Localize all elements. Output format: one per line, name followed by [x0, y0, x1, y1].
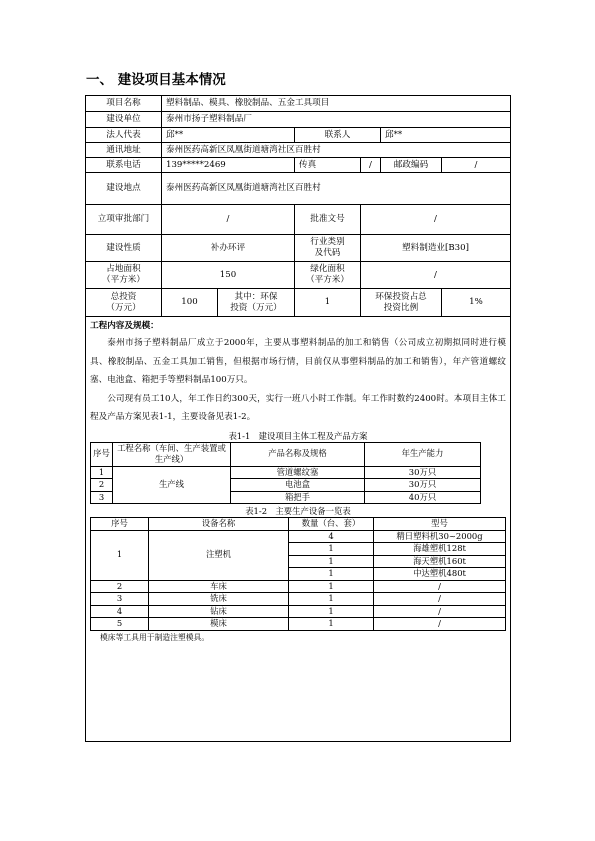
approval-dept-label: 立项审批部门 [86, 205, 162, 235]
legal-rep-value: 邱** [162, 128, 295, 143]
invest-label [86, 289, 162, 317]
env-invest-label [218, 289, 295, 317]
phone-value: 139*****2469 [162, 158, 295, 173]
green-value: / [361, 262, 511, 289]
content-title: 工程内容及规模： [90, 321, 159, 331]
area-label-line1: 占地面积 [106, 264, 141, 274]
t1-row1-no: 1 [91, 466, 113, 479]
t1-row1-capacity: 30万只 [365, 466, 481, 479]
area-label-line2: （平方米） [102, 275, 145, 285]
site-label: 建设地点 [86, 173, 162, 205]
green-label-line2: （平方米） [306, 275, 349, 285]
industry-value: 塑料制造业[B30] [361, 235, 511, 262]
postcode-label: 邮政编码 [381, 158, 442, 173]
env-ratio-label-line2: 投资比例 [383, 302, 419, 313]
content-paragraph-2: 公司现有员工10人，年工作日约300天，实行一班八小时工作制。年工作时数约2400时。本项目主体工程及产品方案见表1-1，主要设备见表1-2。 [90, 393, 506, 422]
area-value: 150 [162, 262, 295, 289]
section-heading: 一、 建设项目基本情况 [86, 72, 226, 88]
table-row [91, 593, 506, 606]
t2-g1-qty-1: 4 [289, 530, 374, 543]
unit-label: 建设单位 [86, 112, 162, 128]
table-row [91, 605, 506, 618]
table-row [91, 530, 506, 543]
equipment-table [90, 517, 506, 631]
table-row [91, 580, 506, 593]
t2-group1-no: 1 [91, 530, 149, 580]
t2-g1-model-3: 海天塑机160t [374, 555, 506, 568]
legal-rep-label: 法人代表 [86, 128, 162, 143]
nature-label: 建设性质 [86, 235, 162, 262]
t2-g1-model-1: 精日塑料机30~2000g [374, 530, 506, 543]
t1-row1-product: 管道螺纹塞 [231, 466, 365, 479]
t2-row3-model: / [374, 593, 506, 606]
approval-no-value: / [361, 205, 511, 235]
content-paragraph-1: 泰州市扬子塑料制品厂成立于2000年，主要从事塑料制品的加工和销售（公司成立初期拟同时进行模具、橡胶制品、五金工具加工销售，但根据市场行情，目前仅从事塑料制品的加工和销售），年产管道螺纹塞、电池盒、箱把手等塑料制品100万只。 [90, 338, 506, 385]
table2-caption: 表1-2 主要生产设备一览表 [245, 506, 351, 516]
phone-label: 联系电话 [86, 158, 162, 173]
t1-header-product: 产品名称及规格 [231, 442, 365, 466]
env-invest-label-line1: 其中：环保 [234, 291, 278, 302]
t1-row3-capacity: 40万只 [365, 491, 481, 504]
env-invest-label-line2: 投资（万元） [230, 302, 282, 313]
t2-row5-no: 5 [91, 618, 149, 631]
address-value: 泰州医药高新区凤凰街道塘湾社区百胜村 [162, 143, 511, 158]
env-ratio-label [361, 289, 442, 317]
table-row [91, 466, 481, 479]
approval-no-label: 批准文号 [295, 205, 361, 235]
t2-row5-name: 模床 [149, 618, 289, 631]
project-content-cell [86, 317, 511, 742]
t1-header-workshop: 工程名称（车间、生产装置或生产线） [113, 442, 231, 466]
product-plan-table [90, 442, 481, 505]
t2-header-model: 型号 [374, 518, 506, 531]
green-label [295, 262, 361, 289]
industry-label-line2: 及代码 [314, 248, 341, 258]
t2-row3-no: 3 [91, 593, 149, 606]
t1-row2-product: 电池盒 [231, 479, 365, 492]
table1-caption: 表1-1 建设项目主体工程及产品方案 [228, 430, 368, 441]
address-label: 通讯地址 [86, 143, 162, 158]
t2-row4-qty: 1 [289, 605, 374, 618]
t2-header-no: 序号 [91, 518, 149, 531]
table-row [91, 618, 506, 631]
industry-label [295, 235, 361, 262]
t2-row2-qty: 1 [289, 580, 374, 593]
t2-row4-model: / [374, 605, 506, 618]
t2-row5-model: / [374, 618, 506, 631]
t2-row2-name: 车床 [149, 580, 289, 593]
env-invest-value: 1 [295, 289, 361, 317]
t2-row2-model: / [374, 580, 506, 593]
green-label-line1: 绿化面积 [310, 264, 345, 274]
invest-value: 100 [162, 289, 218, 317]
t2-row3-name: 铣床 [149, 593, 289, 606]
postcode-value: / [442, 158, 511, 173]
project-name-label: 项目名称 [86, 96, 162, 112]
basic-info-table [85, 95, 511, 742]
t2-row2-no: 2 [91, 580, 149, 593]
t1-row2-capacity: 30万只 [365, 479, 481, 492]
fax-label: 传真 [295, 158, 361, 173]
t2-row4-name: 钻床 [149, 605, 289, 618]
t2-header-name: 设备名称 [149, 518, 289, 531]
site-value: 泰州医药高新区凤凰街道塘湾社区百胜村 [162, 173, 511, 205]
project-name-value: 塑料制品、模具、橡胶制品、五金工具项目 [162, 96, 511, 112]
t2-g1-qty-2: 1 [289, 543, 374, 556]
t2-g1-qty-3: 1 [289, 555, 374, 568]
invest-label-line1: 总投资 [110, 291, 137, 302]
t1-header-capacity: 年生产能力 [365, 442, 481, 466]
contact-label: 联系人 [295, 128, 381, 143]
t2-row5-qty: 1 [289, 618, 374, 631]
unit-value: 泰州市扬子塑料制品厂 [162, 112, 511, 128]
t1-workshop: 生产线 [113, 466, 231, 504]
t2-row3-qty: 1 [289, 593, 374, 606]
t2-header-qty: 数量（台、套） [289, 518, 374, 531]
t1-row3-product: 箱把手 [231, 491, 365, 504]
approval-dept-value: / [162, 205, 295, 235]
t1-row3-no: 3 [91, 491, 113, 504]
area-label [86, 262, 162, 289]
env-ratio-value: 1% [442, 289, 511, 317]
t1-row2-no: 2 [91, 479, 113, 492]
nature-value: 补办环评 [162, 235, 295, 262]
invest-label-line2: （万元） [106, 302, 141, 313]
equipment-note: 模床等工具用于制造注塑模具。 [100, 632, 210, 642]
t2-g1-model-2: 海雄塑机128t [374, 543, 506, 556]
t2-group1-name: 注塑机 [149, 530, 289, 580]
t2-g1-model-4: 中达塑机480t [374, 568, 506, 581]
t2-g1-qty-4: 1 [289, 568, 374, 581]
fax-value: / [361, 158, 381, 173]
env-ratio-label-line1: 环保投资占总 [375, 291, 427, 302]
t1-header-no: 序号 [91, 442, 113, 466]
t2-row4-no: 4 [91, 605, 149, 618]
industry-label-line1: 行业类别 [310, 237, 345, 247]
contact-value: 邱** [381, 128, 511, 143]
